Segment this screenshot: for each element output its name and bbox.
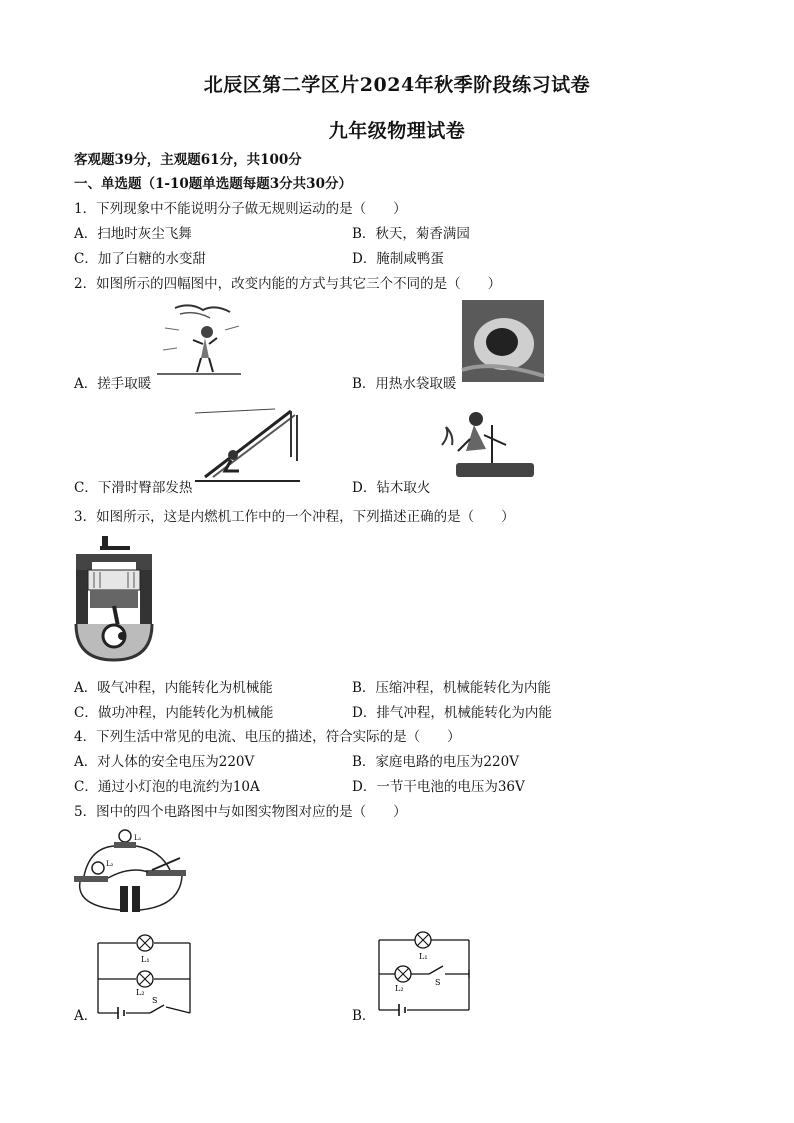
q4-option-a: A．对人体的安全电压为220V [74,754,255,770]
q4-stem: 4．下列生活中常见的电流、电压的描述，符合实际的是（ ） [74,729,461,745]
page-title: 北辰区第二学区片2024年秋季阶段练习试卷 [203,74,591,96]
q3-option-d: D．排气冲程，机械能转化为内能 [352,705,552,721]
circuit-diagram-b [375,930,475,1016]
q3-option-b: B．压缩冲程，机械能转化为内能 [352,680,551,696]
slide-image [195,405,300,485]
page-subtitle: 九年级物理试卷 [328,120,466,142]
svg-text:L₂: L₂ [106,860,114,868]
q5-stem: 5．图中的四个电路图中与如图实物图对应的是（ ） [74,804,407,820]
q4-option-b: B．家庭电路的电压为220V [352,754,519,770]
hot-water-bag-image [462,300,544,382]
circuit-b-switch-label: S [435,978,441,987]
circuit-b-l1-label: L₁ [419,952,428,961]
svg-text:L₁: L₁ [134,834,142,842]
engine-stroke-diagram [72,536,158,662]
section-heading: 一、单选题（1-10题单选题每题3分共30分） [74,176,352,192]
score-line: 客观题39分，主观题61分，共100分 [74,152,302,168]
drill-wood-fire-image [436,405,536,485]
q5-option-a: A． [74,1008,98,1024]
q1-stem: 1．下列现象中不能说明分子做无规则运动的是（ ） [74,201,407,217]
physical-circuit-image [70,826,190,918]
rubbing-hands-image [155,300,245,385]
q3-option-c: C．做功冲程，内能转化为机械能 [74,705,274,721]
q1-option-d: D．腌制咸鸭蛋 [352,251,444,267]
circuit-b-l2-label: L₂ [395,984,404,993]
circuit-a-switch-label: S [152,996,158,1005]
q5-option-b: B． [352,1008,376,1024]
q3-stem: 3．如图所示，这是内燃机工作中的一个冲程，下列描述正确的是（ ） [74,509,515,525]
q2-option-c: C．下滑时臀部发热 [74,480,193,496]
q2-option-b: B．用热水袋取暖 [352,376,457,392]
q2-option-d: D．钻木取火 [352,480,431,496]
q4-option-c: C．通过小灯泡的电流约为10A [74,779,260,795]
circuit-diagram-a [92,935,194,1017]
q4-option-d: D．一节干电池的电压为36V [352,779,525,795]
circuit-a-l1-label: L₁ [141,955,150,964]
q2-option-a: A．搓手取暖 [74,376,152,392]
circuit-a-l2-label: L₂ [136,988,145,997]
q2-stem: 2．如图所示的四幅图中，改变内能的方式与其它三个不同的是（ ） [74,276,502,292]
q1-option-a: A．扫地时灰尘飞舞 [74,226,192,242]
q1-option-c: C．加了白糖的水变甜 [74,251,206,267]
q3-option-a: A．吸气冲程，内能转化为机械能 [74,680,273,696]
q1-option-b: B．秋天，菊香满园 [352,226,470,242]
